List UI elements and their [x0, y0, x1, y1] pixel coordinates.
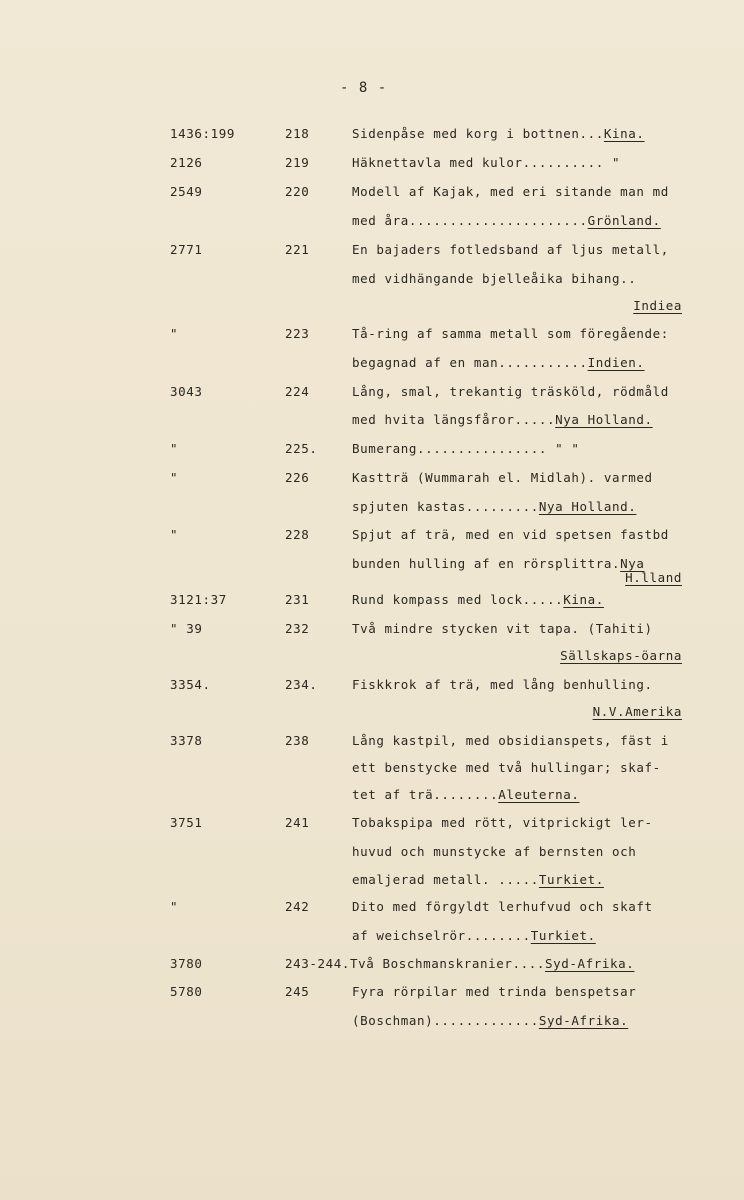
item-number: 245 — [285, 984, 310, 999]
item-number: 219 — [285, 155, 310, 170]
item-description-cont: emaljerad metall. .....Turkiet. — [352, 872, 604, 887]
catalog-number: 3043 — [170, 384, 203, 399]
item-number: 234. — [285, 677, 318, 692]
catalog-number: " — [170, 527, 179, 542]
item-number: 224 — [285, 384, 310, 399]
item-description: Kastträ (Wummarah el. Midlah). varmed — [352, 470, 653, 485]
item-number: 220 — [285, 184, 310, 199]
item-description: Lång kastpil, med obsidianspets, fäst i — [352, 733, 669, 748]
origin-place: Nya Holland. — [538, 499, 637, 514]
origin-place: Sällskaps-öarna — [560, 648, 682, 663]
item-description: Bumerang................ " " — [352, 441, 580, 456]
item-number: 223 — [285, 326, 310, 341]
item-number: 238 — [285, 733, 310, 748]
item-description: En bajaders fotledsband af ljus metall, — [352, 242, 669, 257]
catalog-number: 2549 — [170, 184, 203, 199]
item-description-cont: af weichselrör........Turkiet. — [352, 928, 596, 943]
item-description-cont: ett benstycke med två hullingar; skaf- — [352, 760, 661, 775]
item-description: Tobakspipa med rött, vitprickigt ler- — [352, 815, 653, 830]
item-description: Rund kompass med lock.....Kina. — [352, 592, 604, 607]
item-number: 231 — [285, 592, 310, 607]
item-description: Tå-ring af samma metall som föregående: — [352, 326, 669, 341]
catalog-number: 3751 — [170, 815, 203, 830]
catalog-number: " — [170, 470, 179, 485]
item-description-cont: med åra......................Grönland. — [352, 213, 661, 228]
origin-place: Kina. — [603, 126, 645, 141]
origin-place: Aleuterna. — [498, 787, 580, 802]
catalog-number: 3354. — [170, 677, 211, 692]
catalog-number: " — [170, 899, 179, 914]
catalog-number: 3780 — [170, 956, 203, 971]
item-description: Spjut af trä, med en vid spetsen fastbd — [352, 527, 669, 542]
catalog-number: 3121:37 — [170, 592, 227, 607]
item-number: 241 — [285, 815, 310, 830]
item-description: Lång, smal, trekantig träsköld, rödmåld — [352, 384, 669, 399]
origin-place: Nya — [620, 556, 645, 571]
catalog-number: " — [170, 441, 179, 456]
catalog-number: " — [170, 326, 179, 341]
item-description-cont: begagnad af en man...........Indien. — [352, 355, 645, 370]
catalog-number: 5780 — [170, 984, 203, 999]
item-number: 242 — [285, 899, 310, 914]
item-description-cont: bunden hulling af en rörsplittra.Nya — [352, 556, 645, 571]
origin-place: Turkiet. — [530, 928, 596, 943]
item-description-cont: tet af trä........Aleuterna. — [352, 787, 580, 802]
item-number: 221 — [285, 242, 310, 257]
item-number: 218 — [285, 126, 310, 141]
item-description-cont: med vidhängande bjelleåika bihang.. — [352, 271, 637, 286]
page-number: - 8 - — [340, 80, 388, 96]
item-description: Dito med förgyldt lerhufvud och skaft — [352, 899, 653, 914]
catalog-number: 1436:199 — [170, 126, 236, 141]
item-number: 232 — [285, 621, 310, 636]
catalog-number: 2126 — [170, 155, 203, 170]
origin-place: Indien. — [587, 355, 645, 370]
item-description: Två Boschmanskranier....Syd-Afrika. — [350, 956, 635, 971]
item-description: Häknettavla med kulor.......... " — [352, 155, 621, 170]
origin-place: Syd-Afrika. — [538, 1013, 629, 1028]
item-description: Fyra rörpilar med trinda benspetsar — [352, 984, 637, 999]
item-description-cont: (Boschman).............Syd-Afrika. — [352, 1013, 629, 1028]
origin-place: Grönland. — [587, 213, 661, 228]
item-number: 226 — [285, 470, 310, 485]
origin-place: Kina. — [563, 592, 604, 607]
item-description-cont: huvud och munstycke af bernsten och — [352, 844, 637, 859]
origin-place: H.lland — [625, 570, 682, 585]
origin-place: Nya Holland. — [555, 412, 653, 427]
catalog-number: " 39 — [170, 621, 203, 636]
item-description: Fiskkrok af trä, med lång benhulling. — [352, 677, 653, 692]
item-description: Två mindre stycken vit tapa. (Tahiti) — [352, 621, 653, 636]
item-description-cont: med hvita längsfåror.....Nya Holland. — [352, 412, 653, 427]
item-number: 243-244. — [285, 956, 351, 971]
origin-place: Indiea — [633, 298, 682, 313]
origin-place: Syd-Afrika. — [545, 956, 635, 971]
item-number: 228 — [285, 527, 310, 542]
origin-place: Turkiet. — [538, 872, 604, 887]
item-number: 225. — [285, 441, 318, 456]
origin-place: N.V.Amerika — [592, 704, 682, 719]
item-description: Modell af Kajak, med eri sitande man md — [352, 184, 669, 199]
item-description: Sidenpåse med korg i bottnen...Kina. — [352, 126, 645, 141]
item-description-cont: spjuten kastas.........Nya Holland. — [352, 499, 637, 514]
catalog-number: 2771 — [170, 242, 203, 257]
catalog-number: 3378 — [170, 733, 203, 748]
